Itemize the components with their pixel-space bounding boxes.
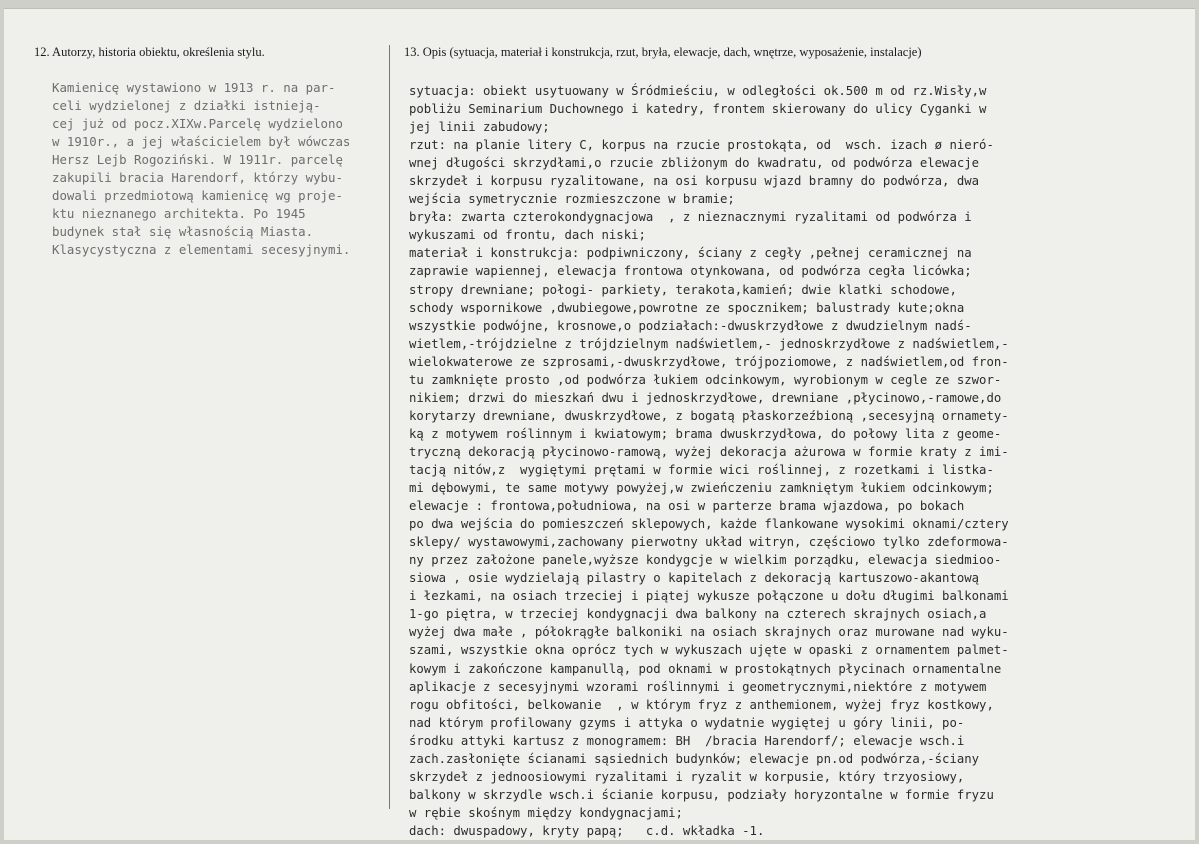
description-line: mi dębowymi, te same motywy powyżej,w zwieńczeniu zamkniętym łukiem odcinkowym; bbox=[409, 481, 994, 496]
description-line: skrzydeł i korpusu ryzalitowane, na osi korpusu wjazd bramny do podwórza, dwa bbox=[409, 174, 980, 189]
description-line: rogu obfitości, belkowanie , w którym fryz z anthemionem, wyżej fryz kostkowy, bbox=[409, 697, 994, 712]
description-line: nikiem; drzwi do mieszkań dwu i jednoskrzydłowe, drewniane ,płycinowo,-ramowe,do bbox=[409, 390, 1002, 405]
description-line: po dwa wejścia do pomieszczeń sklepowych, każde flankowane wysokimi oknami/cztery bbox=[409, 517, 1009, 532]
description-line: tryczną dekoracją płycinowo-ramową, wyżej dekoracja ażurowa w formie kraty z imi- bbox=[409, 444, 1009, 459]
description-line: bryła: zwarta czterokondygnacjowa , z nieznacznymi ryzalitami od podwórza i bbox=[409, 210, 972, 225]
description-line: aplikacje z secesyjnymi wzorami roślinnymi i geometrycznymi,niektóre z motywem bbox=[409, 679, 987, 694]
history-line: w 1910r., a jej właścicielem był wówczas bbox=[52, 134, 351, 150]
description-line: ny przez założone panele,wyższe kondygcje w wielkim porządku, elewacja siedmioo- bbox=[409, 553, 1002, 568]
description-line: siowa , osie wydzielają pilastry o kapitelach z dekoracją kartuszowo-akantową bbox=[409, 571, 980, 586]
description-line: jej linii zabudowy; bbox=[409, 120, 550, 135]
description-line: w rębie skośnym między kondygnacjami; bbox=[409, 805, 683, 820]
description-line: elewacje : frontowa,południowa, na osi w parterze brama wjazdowa, po bokach bbox=[409, 499, 965, 514]
history-line: Klasycystyczna z elementami secesyjnymi. bbox=[52, 242, 351, 258]
description-line: korytarzy drewniane, dwuskrzydłowe, z bogatą płaskorzeźbioną ,secesyjną ornamety- bbox=[409, 408, 1009, 423]
history-text bbox=[52, 79, 350, 259]
description-line: i łezkami, na osiach trzeciej i piątej wykusze połączone u dołu długimi balkonami bbox=[409, 589, 1009, 604]
description-line: sytuacja: obiekt usytuowany w Śródmieściu, w odległości ok.500 m od rz.Wisły,w bbox=[409, 84, 987, 98]
description-line: wyżej dwa małe , półokrągłe balkoniki na osiach skrajnych oraz murowane nad wyku- bbox=[409, 625, 1009, 640]
description-text bbox=[409, 82, 1009, 840]
section-13-header: 13. Opis (sytuacja, materiał i konstrukcja, rzut, bryła, elewacje, dach, wnętrze, wyposażenie, instalacje) bbox=[404, 45, 922, 59]
description-line: zaprawie wapiennej, elewacja frontowa otynkowana, od podwórza cegła licówka; bbox=[409, 264, 972, 279]
description-line: dach: dwuspadowy, kryty papą; c.d. wkładka -1. bbox=[409, 823, 765, 838]
description-line: ką z motywem roślinnym i kwiatowym; brama dwuskrzydłowa, do połowy lita z geome- bbox=[409, 426, 1002, 441]
history-line: Kamienicę wystawiono w 1913 r. na par- bbox=[52, 80, 336, 95]
description-line: wejścia symetrycznie rozmieszczone w bramie; bbox=[409, 192, 735, 207]
description-line: wszystkie podwójne, krosnowe,o podziałach:-dwuskrzydłowe z dwudzielnym nadś- bbox=[409, 318, 972, 333]
description-line: środku attyki kartusz z monogramem: BH /bracia Harendorf/; elewacje wsch.i bbox=[409, 733, 965, 748]
description-line: pobliżu Seminarium Duchownego i katedry, frontem skierowany do ulicy Cyganki w bbox=[409, 102, 987, 117]
description-line: sklepy/ wystawowymi,zachowany pierwotny układ witryn, częściowo tylko zdeformowa- bbox=[409, 535, 1009, 550]
history-line: dowali przedmiotową kamienicę wg proje- bbox=[52, 188, 343, 204]
description-line: zach.zasłonięte ścianami sąsiednich budynków; elewacje pn.od podwórza,-ściany bbox=[409, 751, 980, 766]
description-line: wykuszami od frontu, dach niski; bbox=[409, 228, 646, 243]
description-line: skrzydeł z jednoosiowymi ryzalitami i ryzalit w korpusie, który trzyosiowy, bbox=[409, 769, 965, 784]
description-line: nad którym profilowany gzyms i attyka o wydatnie wygiętej u góry linii, po- bbox=[409, 715, 965, 730]
description-line: balkony w skrzydle wsch.i ścianie korpusu, podziały horyzontalne w formie fryzu bbox=[409, 787, 994, 802]
description-line: wietlem,-trójdzielne z trójdzielnym nadświetlem,- jednoskrzydłowe z nadświetlem,- bbox=[409, 336, 1009, 351]
history-line: celi wydzielonej z działki istnieją- bbox=[52, 98, 321, 114]
description-line: wielokwaterowe ze szprosami,-dwuskrzydłowe, trójpoziomowe, z nadświetlem,od fron- bbox=[409, 354, 1009, 369]
history-line: ktu nieznanego architekta. Po 1945 bbox=[52, 206, 306, 222]
description-line: tacją nitów,z wygiętymi prętami w formie wici roślinnej, z rozetkami i listka- bbox=[409, 462, 994, 477]
history-line: zakupili bracia Harendorf, którzy wybu- bbox=[52, 170, 343, 186]
description-line: rzut: na planie litery C, korpus na rzucie prostokąta, od wsch. izach ø nieró- bbox=[409, 138, 994, 153]
description-line: wnej długości skrzydłami,o rzucie zbliżonym do kwadratu, od podwórza elewacje bbox=[409, 156, 980, 171]
description-line: schody wspornikowe ,dwubiegowe,powrotne ze spocznikem; balustrady kute;okna bbox=[409, 300, 965, 315]
section-12-header: 12. Autorzy, historia obiektu, określenia stylu. bbox=[34, 45, 265, 59]
history-line: cej już od pocz.XIXw.Parcelę wydzielono bbox=[52, 116, 343, 132]
description-line: stropy drewniane; połogi- parkiety, terakota,kamień; dwie klatki schodowe, bbox=[409, 282, 957, 297]
column-divider bbox=[389, 45, 390, 809]
description-line: 1-go piętra, w trzeciej kondygnacji dwa balkony na czterech skrajnych osiach,a bbox=[409, 607, 987, 622]
description-line: materiał i konstrukcja: podpiwniczony, ściany z cegły ,pełnej ceramicznej na bbox=[409, 246, 972, 261]
description-line: kowym i zakończone kampanullą, pod oknami w prostokątnych płycinach ornamentalne bbox=[409, 661, 1002, 676]
description-line: tu zamknięte prosto ,od podwórza łukiem odcinkowym, wyrobionym w cegle ze szwor- bbox=[409, 372, 1002, 387]
description-line: szami, wszystkie okna oprócz tych w wykuszach ujęte w opaski z ornamentem palmet- bbox=[409, 643, 1009, 658]
history-line: budynek stał się własnością Miasta. bbox=[52, 224, 314, 240]
history-line: Hersz Lejb Rogoziński. W 1911r. parcelę bbox=[52, 152, 343, 168]
